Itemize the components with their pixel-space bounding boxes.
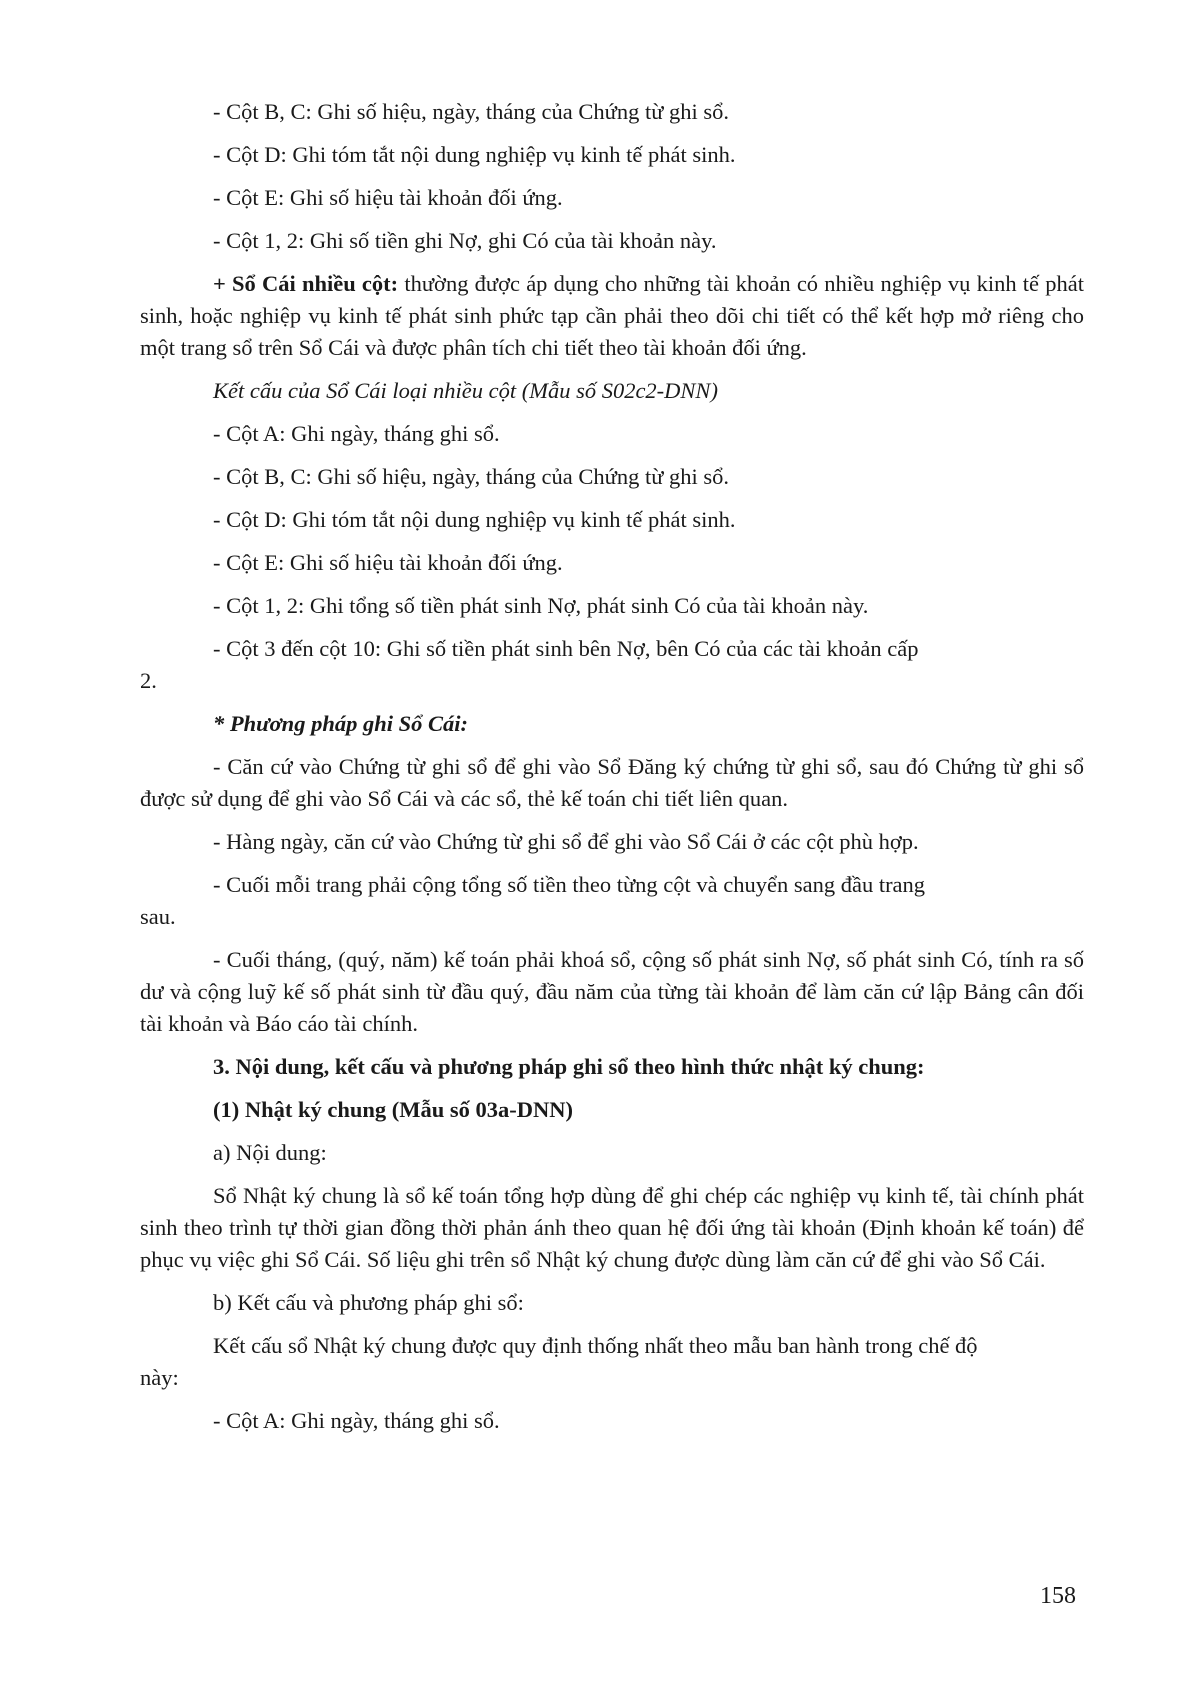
column-a: - Cột A: Ghi ngày, tháng ghi sổ.: [213, 421, 500, 446]
ket-cau-label: b) Kết cấu và phương pháp ghi sổ:: [213, 1290, 524, 1315]
noi-dung-text: Sổ Nhật ký chung là sổ kế toán tổng hợp dùng để ghi chép các nghiệp vụ kinh tế, tài chính phát sinh theo trình tự thời gian đồng thời phản ánh theo quan hệ đối ứng tài khoản (Định khoản kế toán) để phục vụ việc ghi Sổ Cái. Số liệu ghi trên sổ Nhật ký chung được dùng làm căn cứ để ghi vào Sổ Cái.: [140, 1183, 1084, 1272]
heading-so-cai-nhieu-cot: + Sổ Cái nhiều cột:: [213, 271, 399, 296]
section-3-title: 3. Nội dung, kết cấu và phương pháp ghi sổ theo hình thức nhật ký chung:: [213, 1054, 925, 1079]
line-cot-d: - Cột D: Ghi tóm tắt nội dung nghiệp vụ kinh tế phát sinh.: [213, 142, 736, 167]
line-cot-12: - Cột 1, 2: Ghi số tiền ghi Nợ, ghi Có của tài khoản này.: [213, 228, 717, 253]
last-line-cot-a: - Cột A: Ghi ngày, tháng ghi sổ.: [213, 1408, 500, 1433]
phuong-phap-item: - Hàng ngày, căn cứ vào Chứng từ ghi sổ để ghi vào Sổ Cái ở các cột phù hợp.: [213, 829, 919, 854]
text-so-cai-nhieu-cot: thường được áp dụng cho những tài khoản có nhiều nghiệp vụ kinh tế phát sinh, hoặc nghiệp vụ kinh tế phát sinh phức tạp cần phải theo dõi chi tiết có thể kết hợp mở riêng cho một trang sổ trên Sổ Cái và được phân tích chi tiết theo tài khoản đối ứng.: [140, 271, 1084, 360]
column-d: - Cột D: Ghi tóm tắt nội dung nghiệp vụ kinh tế phát sinh.: [213, 507, 736, 532]
cuoi-moi-trang: - Cuối mỗi trang phải cộng tổng số tiền theo từng cột và chuyển sang đầu trang: [213, 872, 926, 897]
column-12: - Cột 1, 2: Ghi tổng số tiền phát sinh Nợ, phát sinh Có của tài khoản này.: [213, 593, 869, 618]
cuoi-moi-trang-continued: sau.: [140, 904, 176, 929]
ket-cau-nkc: Kết cấu sổ Nhật ký chung được quy định thống nhất theo mẫu ban hành trong chế độ: [213, 1333, 978, 1358]
line-cot-e: - Cột E: Ghi số hiệu tài khoản đối ứng.: [213, 185, 563, 210]
column-3-10-continued: 2.: [140, 668, 157, 693]
ket-cau-nkc-continued: này:: [140, 1365, 179, 1390]
line-cot-bc: - Cột B, C: Ghi số hiệu, ngày, tháng của Chứng từ ghi sổ.: [213, 99, 730, 124]
column-3-10: - Cột 3 đến cột 10: Ghi số tiền phát sinh bên Nợ, bên Có của các tài khoản cấp: [213, 636, 919, 661]
phuong-phap-title: * Phương pháp ghi Sổ Cái:: [213, 711, 468, 736]
paragraph-so-cai-nhieu-cot: [140, 268, 1084, 364]
page-content: [140, 96, 1084, 1437]
column-bc: - Cột B, C: Ghi số hiệu, ngày, tháng của Chứng từ ghi sổ.: [213, 464, 730, 489]
nhat-ky-chung-title: (1) Nhật ký chung (Mẫu số 03a-DNN): [213, 1097, 574, 1122]
column-e: - Cột E: Ghi số hiệu tài khoản đối ứng.: [213, 550, 563, 575]
noi-dung-label: a) Nội dung:: [213, 1140, 327, 1165]
cuoi-thang: - Cuối tháng, (quý, năm) kế toán phải khoá sổ, cộng số phát sinh Nợ, số phát sinh Có, tính ra số dư và cộng luỹ kế số phát sinh từ đầu quý, đầu năm của từng tài khoản để làm căn cứ lập Bảng cân đối tài khoản và Báo cáo tài chính.: [140, 947, 1084, 1036]
ket-cau-title: Kết cấu của Sổ Cái loại nhiều cột (Mẫu số S02c2-DNN): [213, 378, 718, 403]
phuong-phap-item: - Căn cứ vào Chứng từ ghi sổ để ghi vào Sổ Đăng ký chứng từ ghi sổ, sau đó Chứng từ ghi sổ được sử dụng để ghi vào Sổ Cái và các sổ, thẻ kế toán chi tiết liên quan.: [140, 754, 1084, 811]
page-number: 158: [1040, 1583, 1076, 1609]
